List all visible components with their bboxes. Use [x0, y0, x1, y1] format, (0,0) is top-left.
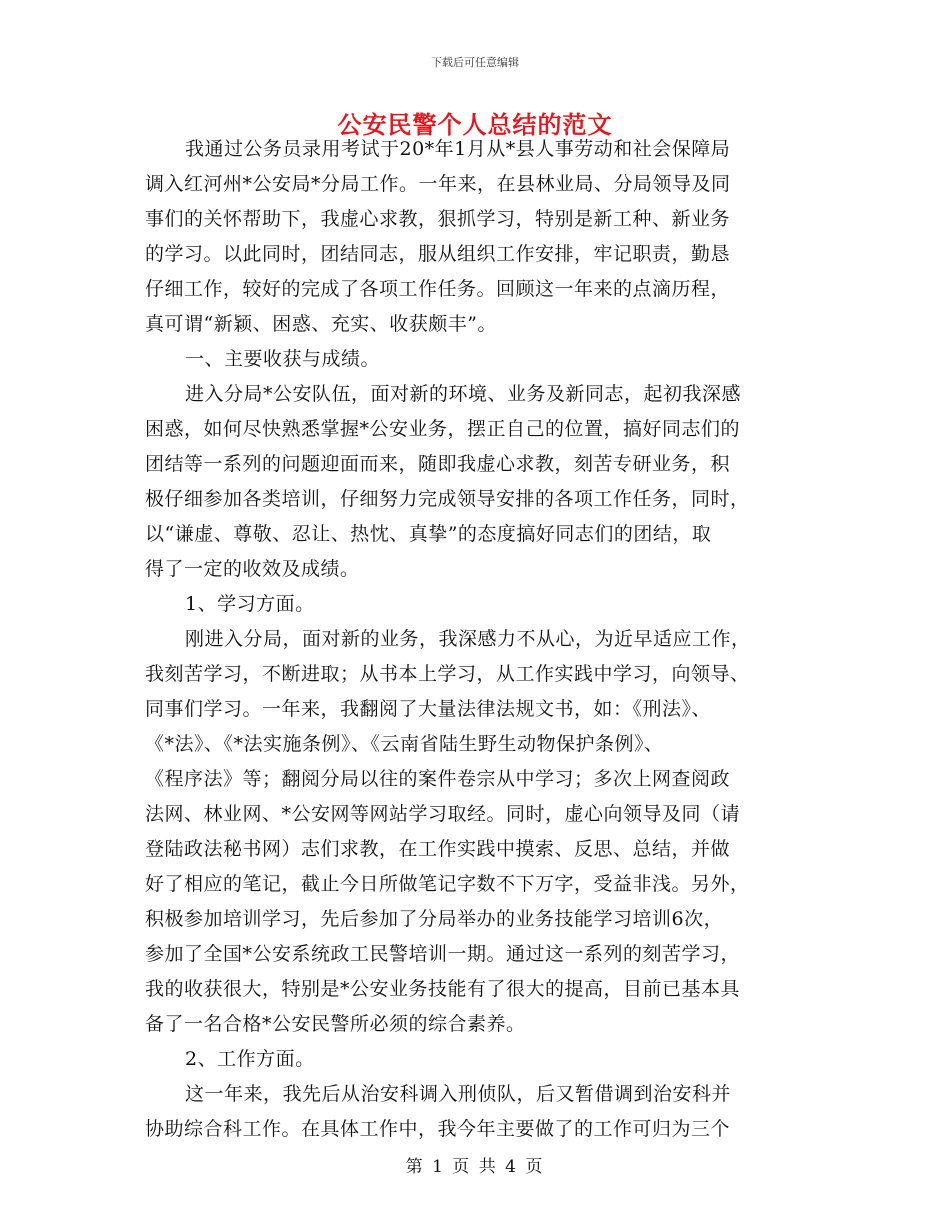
header-note: 下载后可任意编辑	[431, 56, 519, 69]
text-line: 极仔细参加各类培训，仔细努力完成领导安排的各项工作任务，同时，	[145, 488, 750, 510]
text-line: 进入分局*公安队伍，面对新的环境、业务及新同志，起初我深感	[185, 383, 742, 405]
text-line: 2、工作方面。	[185, 1048, 315, 1070]
text-line: 登陆政法秘书网）志们求教，在工作实践中摸索、反思、总结，并做	[145, 838, 731, 860]
text-line: 参加了全国*公安系统政工民警培训一期。通过这一系列的刻苦学习，	[145, 943, 741, 965]
text-line: 同事们学习。一年来，我翻阅了大量法律法规文书，如：《刑法》、	[145, 698, 712, 720]
text-line: 仔细工作，较好的完成了各项工作任务。回顾这一年来的点滴历程，	[145, 278, 731, 300]
text-line: 好了相应的笔记，截止今日所做笔记字数不下万字，受益非浅。另外，	[145, 873, 750, 895]
text-line: 团结等一系列的问题迎面而来，随即我虚心求教，刻苦专研业务，积	[145, 453, 731, 475]
page-number-footer: 第 1 页 共 4 页	[405, 1157, 545, 1177]
text-line: 我的收获很大，特别是*公安业务技能有了很大的提高，目前已基本具	[145, 978, 741, 1000]
text-line: 事们的关怀帮助下，我虚心求教，狠抓学习，特别是新工种、新业务	[145, 208, 731, 230]
text-line: 的学习。以此同时，团结同志，服从组织工作安排，牢记职责，勤恳	[145, 243, 731, 265]
text-line: 《程序法》等；翻阅分局以往的案件卷宗从中学习；多次上网查阅政	[145, 768, 731, 790]
text-line: 我刻苦学习，不断进取；从书本上学习，从工作实践中学习，向领导、	[145, 663, 750, 685]
document-body	[145, 132, 810, 1147]
text-line: 真可谓“新颖、困惑、充实、收获颇丰”。	[145, 313, 497, 335]
text-line: 调入红河州*公安局*分局工作。一年来，在县林业局、分局领导及同	[145, 173, 731, 195]
text-line: 得了一定的收效及成绩。	[145, 558, 360, 580]
text-line: 一、主要收获与成绩。	[185, 348, 381, 370]
text-line: 积极参加培训学习，先后参加了分局举办的业务技能学习培训6次，	[145, 908, 724, 930]
text-line: 我通过公务员录用考试于20*年1月从*县人事劳动和社会保障局	[185, 138, 731, 160]
text-line: 困惑，如何尽快熟悉掌握*公安业务，摆正自己的位置，搞好同志们的	[145, 418, 741, 440]
text-line: 刚进入分局，面对新的业务，我深感力不从心，为近早适应工作，	[185, 628, 751, 650]
text-line: 备了一名合格*公安民警所必须的综合素养。	[145, 1013, 526, 1035]
text-line: 《*法》、《*法实施条例》、《云南省陆生野生动物保护条例》、	[145, 733, 664, 755]
text-line: 以“谦虚、尊敬、忍让、热忱、真挚”的态度搞好同志们的团结，取	[145, 523, 712, 545]
text-line: 这一年来，我先后从治安科调入刑侦队，后又暂借调到治安科并	[185, 1083, 732, 1105]
text-line: 1、学习方面。	[185, 593, 315, 615]
text-line: 法网、林业网、*公安网等网站学习取经。同时，虚心向领导及同（请	[145, 803, 741, 825]
document-title: 公安民警个人总结的范文	[337, 110, 613, 139]
text-line: 协助综合科工作。在具体工作中，我今年主要做了的工作可归为三个	[145, 1118, 731, 1140]
